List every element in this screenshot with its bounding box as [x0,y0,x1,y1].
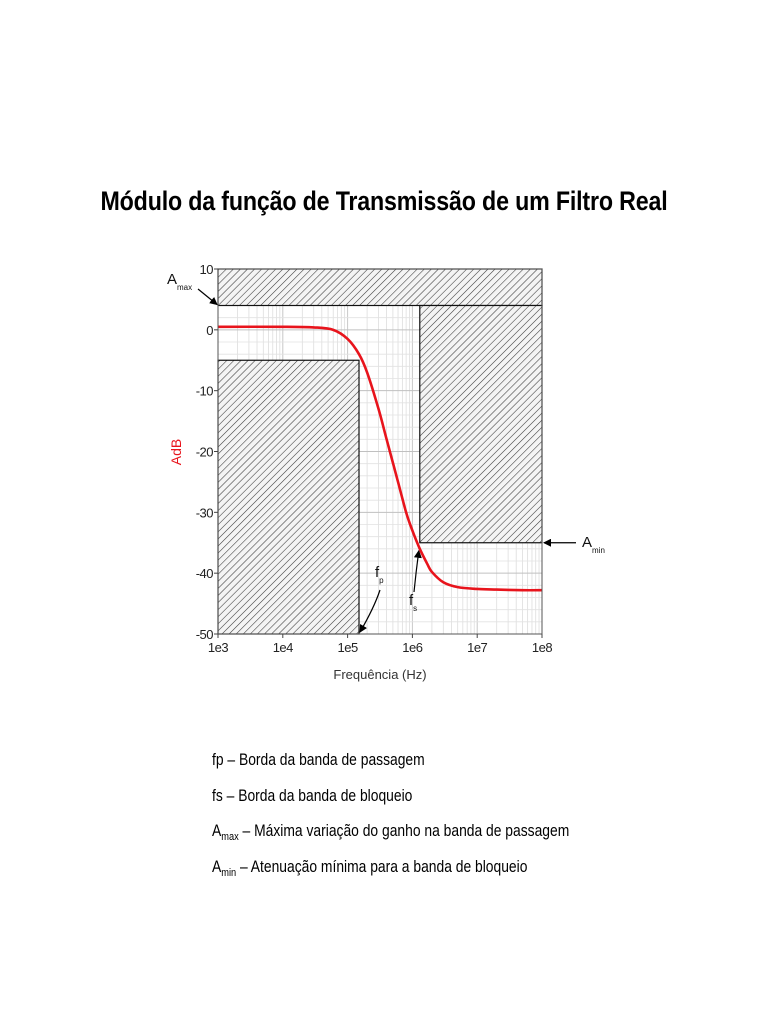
legend-symbol: A [212,857,222,876]
legend-text: – Borda da banda de passagem [223,751,425,769]
annotation-subscript: min [592,546,605,555]
y-tick-label: -50 [195,627,213,642]
annotation-subscript: s [413,604,418,613]
constraint-region-2 [218,360,359,634]
annotation-symbol: f [409,592,414,609]
legend-text: – Atenuação mínima para a banda de bloqueio [236,857,528,876]
legend-item-amin [212,853,569,889]
annotation-label [167,271,192,292]
legend-symbol: fs [212,786,223,805]
y-tick-label: -10 [195,383,213,399]
annotation-symbol: A [167,271,178,288]
annotation-label [582,534,605,555]
legend [212,746,569,888]
annotation-subscript: p [379,576,384,585]
x-tick-label: 1e3 [207,640,229,655]
legend-symbol: A [212,822,222,840]
legend-item-amax [212,817,569,853]
constraint-region-1 [218,269,542,306]
x-tick-label: 1e7 [467,640,488,655]
legend-item-fs [212,782,569,818]
constraint-region-3 [420,306,542,543]
y-tick-label: -40 [195,566,213,582]
annotation-symbol: A [582,534,593,551]
y-tick-label: 10 [199,262,213,277]
x-tick-label: 1e6 [402,640,423,655]
x-tick-label: 1e8 [531,640,553,655]
y-tick-label: -20 [195,444,213,460]
annotation-symbol: f [375,564,380,581]
y-axis-label: AdB [168,438,184,466]
legend-text: – Máxima variação do ganho na banda de passagem [238,822,570,840]
legend-text: – Borda da banda de bloqueio [222,786,413,805]
x-tick-label: 1e4 [272,640,293,655]
y-tick-label: -30 [195,505,213,521]
amax-arrow [198,289,217,305]
legend-item-fp [212,746,569,782]
legend-symbol: fp [212,751,224,769]
x-axis-label: Frequência (Hz) [333,667,427,682]
legend-subscript: min [221,866,237,879]
y-tick-label: 0 [206,322,213,338]
annotation-subscript: max [177,283,193,292]
legend-subscript: max [221,831,239,843]
slide-title: Módulo da função de Transmissão de um Filtro Real [100,186,668,216]
x-tick-label: 1e5 [337,640,358,655]
